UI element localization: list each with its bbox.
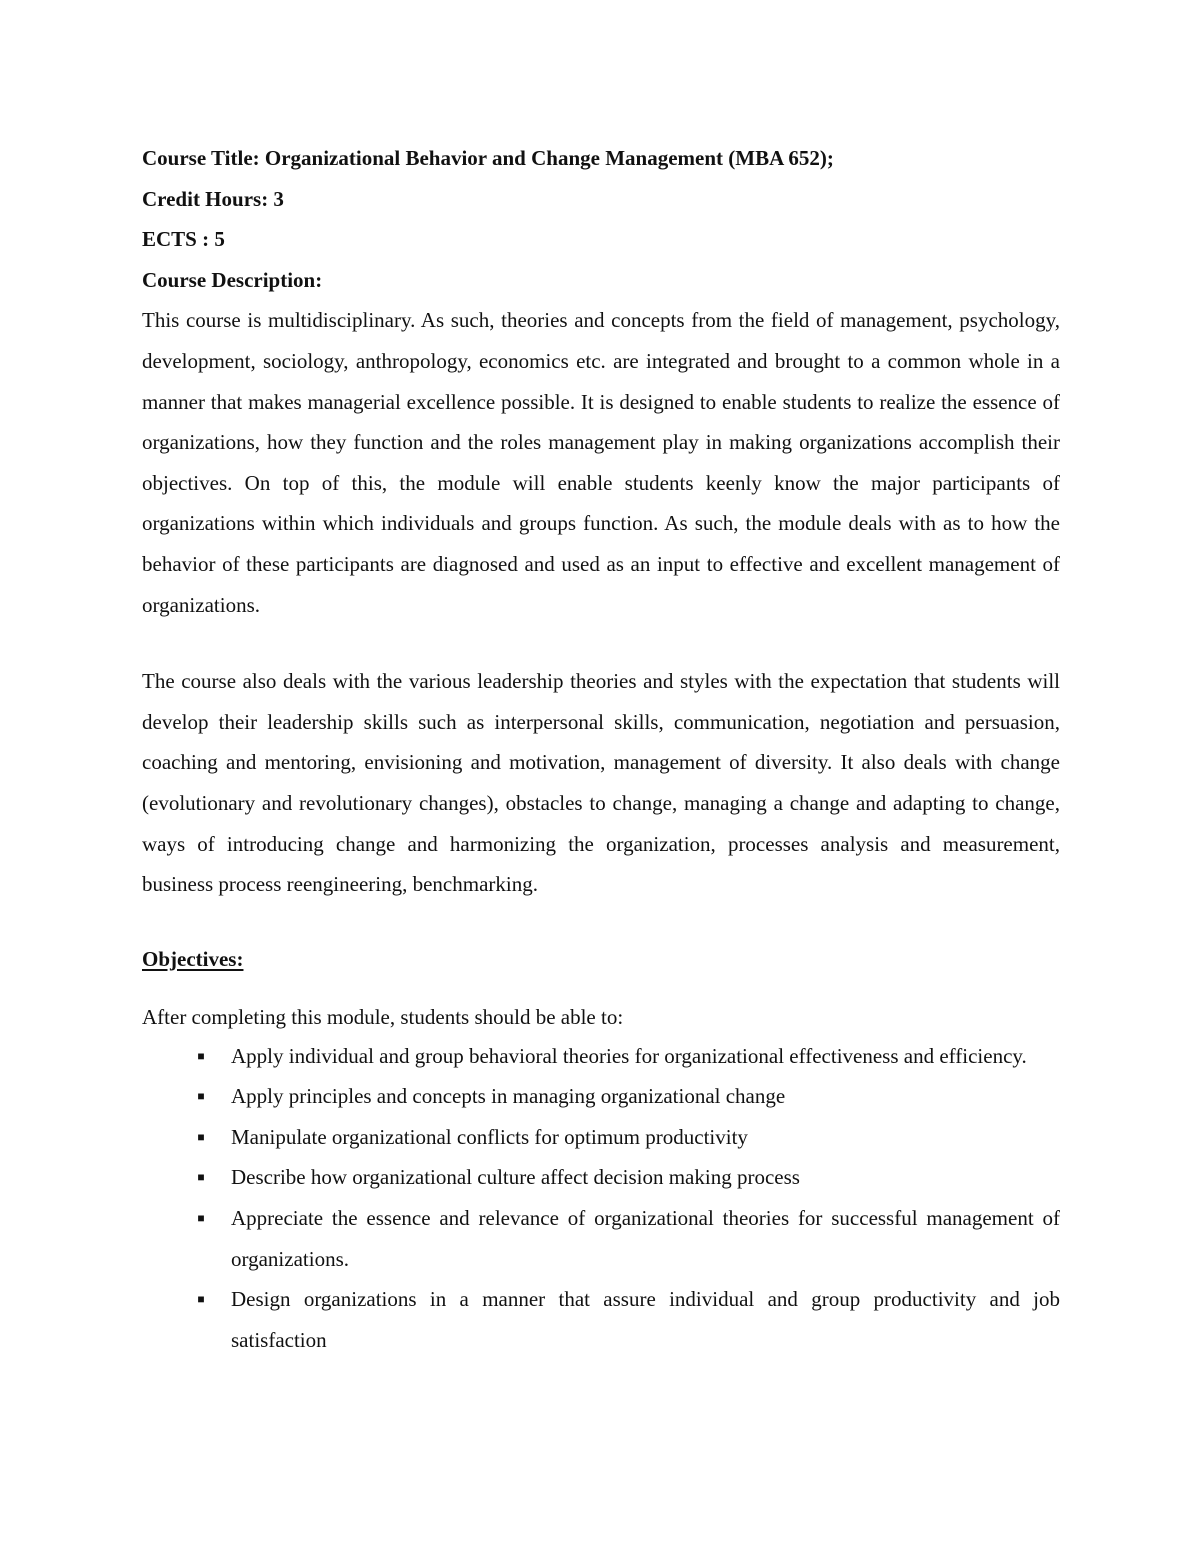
objective-text: Design organizations in a manner that assure individual and group productivity and job satisfaction	[231, 1287, 1060, 1352]
square-bullet-icon: ■	[197, 1170, 205, 1185]
ects: ECTS : 5	[142, 227, 225, 252]
objective-item	[142, 1076, 1060, 1117]
objective-text: Apply individual and group behavioral theories for organizational effectiveness and efficiency.	[231, 1043, 1027, 1068]
objectives-heading: Objectives:	[142, 946, 244, 971]
document-content	[142, 138, 1060, 1360]
square-bullet-icon: ■	[197, 1211, 205, 1226]
square-bullet-icon: ■	[197, 1129, 205, 1144]
objectives-intro: After completing this module, students should be able to:	[142, 1004, 624, 1029]
objective-text: Apply principles and concepts in managing organizational change	[231, 1084, 786, 1109]
objective-item	[142, 1279, 1060, 1360]
objective-text: Appreciate the essence and relevance of organizational theories for successful management of organizations.	[231, 1206, 1060, 1271]
objective-text: Describe how organizational culture affect decision making process	[231, 1165, 800, 1190]
description-paragraph-2: The course also deals with the various leadership theories and styles with the expectation that students will develop their leadership skills such as interpersonal skills, communication, negotiation and persuasion, coaching and mentoring, envisioning and motivation, management of diversity. It also deals with change (evolutionary and revolutionary changes), obstacles to change, managing a change and adapting to change, ways of introducing change and harmonizing the organization, processes analysis and measurement, business process reengineering, benchmarking.	[142, 669, 1060, 897]
course-description-heading: Course Description:	[142, 267, 323, 292]
objective-item	[142, 1036, 1060, 1077]
credit-hours: Credit Hours: 3	[142, 186, 284, 211]
objective-text: Manipulate organizational conflicts for optimum productivity	[231, 1124, 748, 1149]
square-bullet-icon: ■	[197, 1048, 205, 1063]
objective-item	[142, 1157, 1060, 1198]
course-title: Course Title: Organizational Behavior and Change Management (MBA 652);	[142, 146, 834, 170]
square-bullet-icon: ■	[197, 1089, 205, 1104]
description-paragraph-1: This course is multidisciplinary. As such, theories and concepts from the field of management, psychology, development, sociology, anthropology, economics etc. are integrated and brought to a common whole in a manner that makes managerial excellence possible. It is designed to enable students to realize the essence of organizations, how they function and the roles management play in making organizations accomplish their objectives. On top of this, the module will enable students keenly know the major participants of organizations within which individuals and groups function. As such, the module deals with as to how the behavior of these participants are diagnosed and used as an input to effective and excellent management of organizations.	[142, 308, 1060, 617]
square-bullet-icon: ■	[197, 1292, 205, 1307]
objective-item	[142, 1198, 1060, 1279]
objective-item	[142, 1117, 1060, 1158]
objectives-list	[142, 1036, 1060, 1361]
